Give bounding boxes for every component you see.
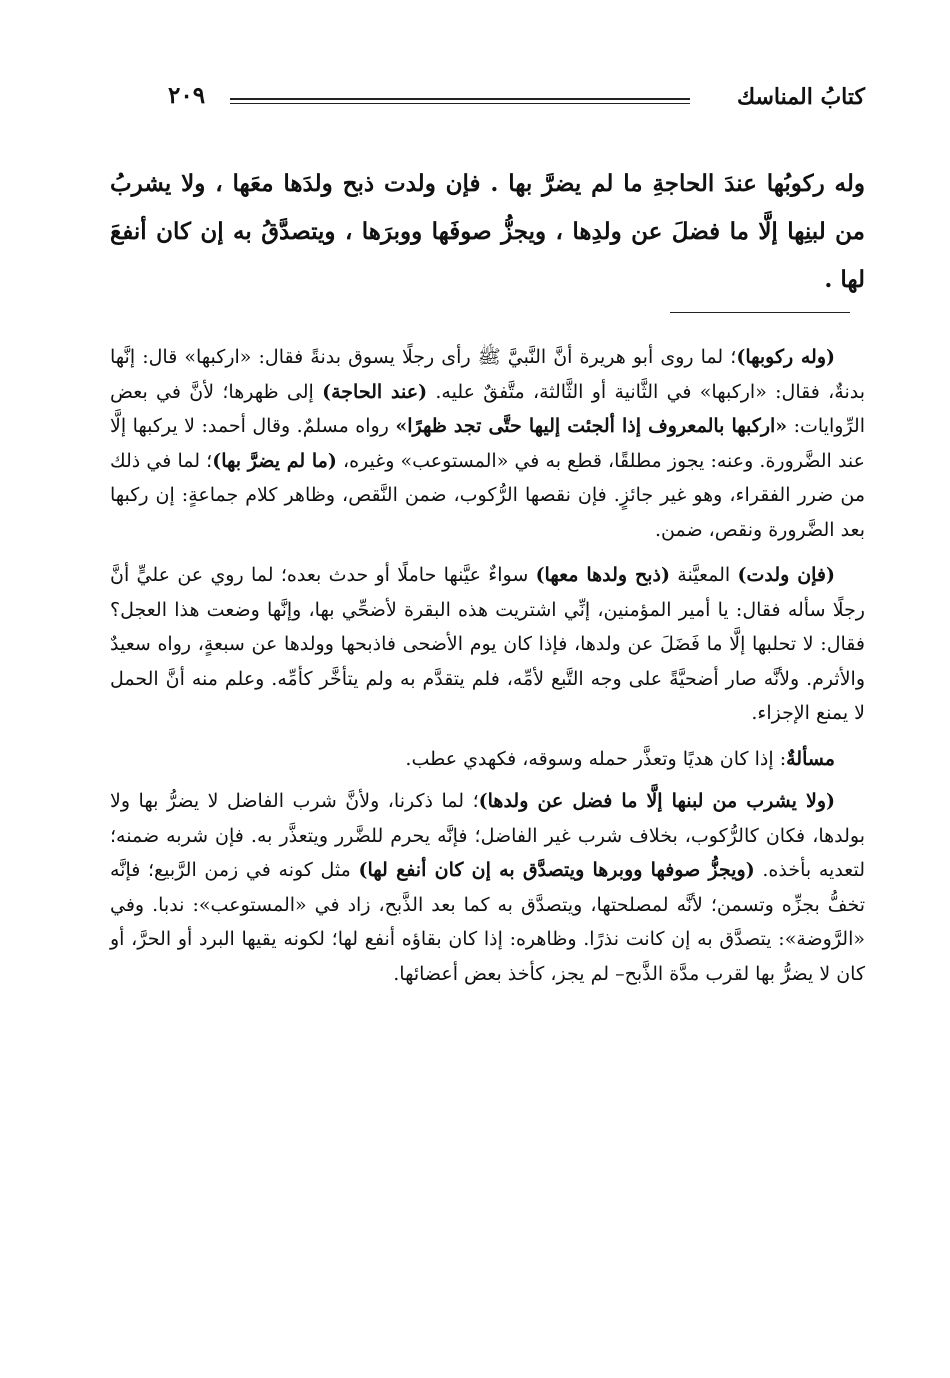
page-header — [150, 80, 865, 120]
quoted-hadith: «اركبها بالمعروف إذا ألجئت إليها حتَّى تجد ظهرًا» — [395, 415, 788, 437]
quoted-matn: (وله ركوبها) — [736, 346, 835, 368]
quoted-matn: (ما لم يضرَّ بها) — [212, 449, 337, 472]
commentary-text: مثل كونه في زمن الرَّبيع؛ فإنَّه تخفُّ بجزِّه وتسمن؛ لأنَّه لمصلحتها، ويتصدَّق به كما بعد الذَّبح، زاد في «المستوعب»: ندبا. وفي «الرَّوضة»: يتصدَّق به إن كانت نذرًا. وظاهره: إذا كان بقاؤه أنفع لها؛ لكونه يقيها البرد أو الحرَّ، أو كان لا يضرُّ بها لقرب مدَّة الذَّبح– لم يجز، كأخذ بعض أعضائها. — [110, 859, 865, 985]
quoted-matn: (عند الحاجة) — [322, 380, 428, 403]
quoted-matn: (ذبح ولدها معها) — [535, 564, 670, 586]
commentary — [110, 340, 865, 1002]
quoted-matn: (ويجزُّ صوفها ووبرها ويتصدَّق به إن كان أنفع لها) — [358, 859, 755, 881]
commentary-text: رواه مسلمٌ. وقال أحمد: لا يركبها إلَّا عند الضَّرورة. وعنه: يجوز مطلقًا، قطع به في «المستوعب» وغيره، — [110, 415, 865, 472]
commentary-text: سواءٌ عيَّنها حاملًا أو حدث بعده؛ لما روي عن عليٍّ أنَّ رجلًا سأله فقال: يا أمير المؤمنين، إنِّي اشتريت هذه البقرة لأضحِّي بها، وإنَّها وضعت هذا العجل؟ فقال: لا تحلبها إلَّا ما فَضَلَ عن ولدها، فإذا كان يوم الأضحى فاذبحها وولدها عن سبعةٍ، رواه سعيدٌ والأثرم. ولأنَّه صار أضحيَّةً على وجه التَّبع لأمِّه، فلم يتقدَّم به ولم يتأخَّر كأمِّه. وعلم منه أنَّ الحمل لا يمنع الإجزاء. — [110, 564, 865, 724]
commentary-text: إلى ظهرها؛ لأنَّ في بعض الرِّوايات: — [110, 380, 866, 437]
commentary-text: ؛ لما ذكرنا، ولأنَّ شرب الفاضل لا يضرُّ بها ولا بولدها، فكان كالرُّكوب، بخلاف شرب غير الفاضل؛ فإنَّه يحرم للضَّرر ويتعذَّر به. فإن شربه ضمنه؛ لتعديه بأخذه. — [110, 790, 865, 881]
running-title: كتابُ المناسك — [736, 84, 865, 110]
commentary-paragraph — [110, 742, 865, 777]
quoted-matn: (فإن ولدت) — [737, 564, 836, 586]
commentary-text: المعيَّنة — [669, 564, 738, 586]
page-number: ٢٠٩ — [168, 82, 206, 109]
section-divider — [670, 312, 850, 313]
commentary-text: : إذا كان هديًا وتعذَّر حمله وسوقه، فكهدي عطب. — [405, 747, 787, 770]
issue-label: مسألةٌ — [786, 747, 835, 770]
commentary-paragraph — [110, 784, 865, 991]
quoted-matn: (ولا يشرب من لبنها إلَّا ما فضل عن ولدها) — [478, 790, 835, 812]
commentary-text: ؛ لما روى أبو هريرة أنَّ النَّبيَّ ﷺ رأى رجلًا يسوق بدنةً فقال: «اركبها» قال: إنَّها بدنةٌ، فقال: «اركبها» في الثَّانية أو الثَّالثة، متَّفقٌ عليه. — [110, 346, 865, 403]
commentary-text: ؛ لما في ذلك من ضرر الفقراء، وهو غير جائزٍ. فإن نقصها الرُّكوب، ضمن النَّقص، وظاهر كلام جماعةٍ: إن ركبها بعد الضَّرورة ونقص، ضمن. — [110, 449, 865, 541]
commentary-paragraph — [110, 340, 865, 547]
header-rule — [230, 98, 690, 100]
commentary-paragraph — [110, 558, 865, 731]
matn-text: وله ركوبُها عندَ الحاجةِ ما لم يضرَّ بها . فإن ولدت ذبح ولدَها معَها ، ولا يشربُ من لبنِها إلَّا ما فضلَ عن ولدِها ، ويجزُّ صوفَها ووبرَها ، ويتصدَّقُ به إن كان أنفعَ لها . — [110, 170, 865, 293]
